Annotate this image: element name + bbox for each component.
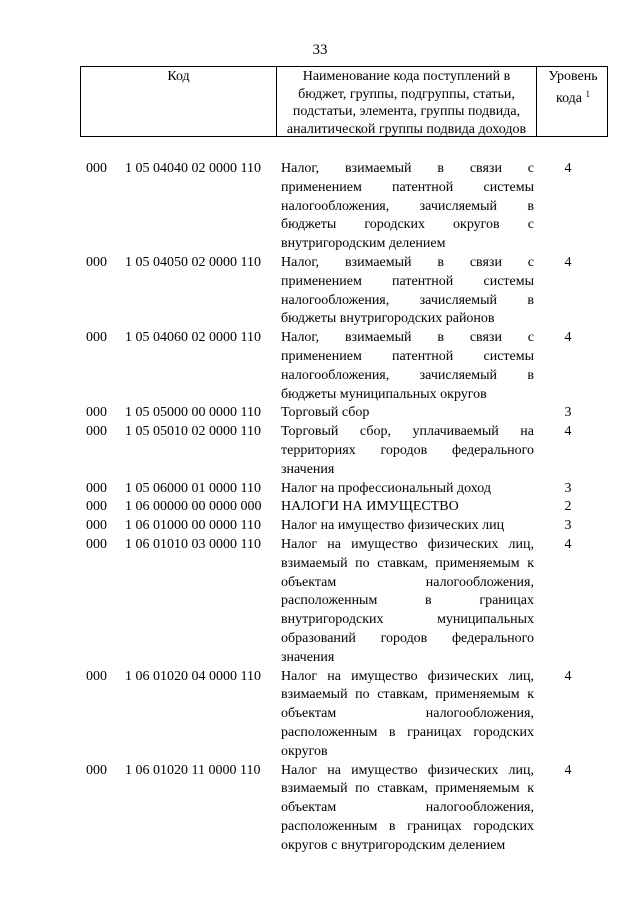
row-admin-code: 000 [86, 668, 107, 684]
row-income-code: 1 06 01020 04 0000 110 [125, 668, 261, 684]
row-admin-code: 000 [86, 255, 107, 270]
row-admin-code: 000 [86, 405, 107, 421]
row-admin-code: 000 [86, 762, 107, 778]
row-income-code: 1 05 05010 02 0000 110 [125, 424, 261, 440]
row-income-code: 1 06 01000 00 0000 110 [125, 518, 261, 534]
row-name-line: расположенным в границах городских [281, 724, 534, 740]
row-name [281, 404, 534, 423]
row-name-line: внутригородским делением [281, 236, 446, 252]
row-name-line: бюджеты внутригородских районов [281, 311, 495, 327]
row-name [281, 498, 534, 517]
row-name-line: Налог на имущество физических лиц, [281, 668, 534, 684]
header-level [537, 67, 609, 136]
row-level: 4 [564, 537, 572, 552]
row-admin-code: 000 [86, 518, 107, 534]
row-name-line: применением патентной системы [281, 179, 534, 195]
row-name-line: взимаемый по ставкам, применяемым к [281, 555, 534, 571]
header-code: Код [81, 67, 277, 136]
row-level: 4 [564, 161, 572, 176]
row-name-line: расположенным в границах [281, 593, 534, 609]
row-admin-code: 000 [86, 161, 107, 176]
row-income-code: 1 06 01020 11 0000 110 [125, 762, 261, 778]
header-level-footnote: 1 [585, 88, 591, 99]
row-name-line: Налог, взимаемый в связи с [281, 255, 534, 270]
row-name-line: Налог, взимаемый в связи с [281, 330, 534, 346]
header-name: Наименование кода поступлений в бюджет, группы, подгруппы, статьи, подстатьи, элемента, группы подвида, аналитической группы подвида доходов [277, 67, 537, 136]
row-name-line: Налог на профессиональный доход [281, 480, 491, 496]
row-name-line: внутригородских муниципальных [281, 612, 534, 628]
row-name-line: округов [281, 743, 328, 759]
row-name [281, 668, 534, 762]
row-level: 4 [564, 668, 572, 684]
page-number: 33 [312, 42, 328, 58]
row-name-line: взимаемый по ставкам, применяемым к [281, 781, 534, 797]
row-name [281, 480, 534, 499]
row-level: 4 [564, 330, 572, 346]
row-name-line: бюджеты муниципальных округов [281, 386, 487, 402]
row-admin-code: 000 [86, 537, 107, 552]
row-name-line: бюджеты городских округов с [281, 217, 534, 233]
row-name-line: взимаемый по ставкам, применяемым к [281, 687, 534, 703]
row-income-code: 1 06 01010 03 0000 110 [125, 537, 261, 552]
row-name-line: значения [281, 461, 335, 477]
row-name-line: применением патентной системы [281, 348, 534, 364]
row-income-code: 1 06 00000 00 0000 000 [125, 499, 262, 515]
row-name [281, 423, 534, 479]
row-name-line: округов с внутригородским делением [281, 837, 506, 853]
row-name-line: Налог на имущество физических лиц [281, 518, 505, 534]
row-name [281, 329, 534, 404]
row-level: 3 [564, 480, 572, 496]
row-name [281, 254, 534, 329]
row-income-code: 1 05 06000 01 0000 110 [125, 480, 261, 496]
row-name-line: налогообложения, зачисляемый в [281, 292, 534, 308]
header-level-line1: Уровень [548, 69, 598, 84]
row-name [281, 160, 534, 254]
row-admin-code: 000 [86, 330, 107, 346]
row-level: 4 [564, 424, 572, 440]
row-name-line: территориях городов федерального [281, 442, 534, 458]
row-name-line: налогообложения, зачисляемый в [281, 198, 534, 214]
row-level: 2 [564, 499, 572, 515]
row-name-line: объектам налогообложения, [281, 574, 534, 590]
row-admin-code: 000 [86, 424, 107, 440]
row-level: 3 [564, 405, 572, 421]
header-level-line2: кода [555, 90, 583, 106]
row-name-line: объектам налогообложения, [281, 706, 534, 722]
row-admin-code: 000 [86, 480, 107, 496]
row-name-line: Налог на имущество физических лиц, [281, 537, 534, 552]
row-name [281, 517, 534, 536]
row-name-line: Налог, взимаемый в связи с [281, 161, 534, 176]
row-level: 3 [564, 518, 572, 534]
row-level: 4 [564, 762, 572, 778]
row-name-line: применением патентной системы [281, 273, 534, 289]
row-name-line: НАЛОГИ НА ИМУЩЕСТВО [281, 499, 459, 515]
row-name [281, 536, 534, 668]
row-name-line: значения [281, 649, 335, 665]
row-income-code: 1 05 04050 02 0000 110 [125, 255, 261, 270]
row-income-code: 1 05 05000 00 0000 110 [125, 405, 261, 421]
row-name-line: налогообложения, зачисляемый в [281, 367, 534, 383]
row-admin-code: 000 [86, 499, 107, 515]
row-name-line: объектам налогообложения, [281, 800, 534, 816]
row-level: 4 [564, 255, 572, 270]
row-name-line: расположенным в границах городских [281, 818, 534, 834]
table-header [80, 66, 608, 137]
row-name [281, 762, 534, 856]
row-name-line: Налог на имущество физических лиц, [281, 762, 534, 778]
row-income-code: 1 05 04040 02 0000 110 [125, 161, 261, 176]
row-name-line: образований городов федерального [281, 630, 534, 646]
row-income-code: 1 05 04060 02 0000 110 [125, 330, 261, 346]
row-name-line: Торговый сбор [281, 405, 370, 421]
row-name-line: Торговый сбор, уплачиваемый на [281, 424, 534, 440]
